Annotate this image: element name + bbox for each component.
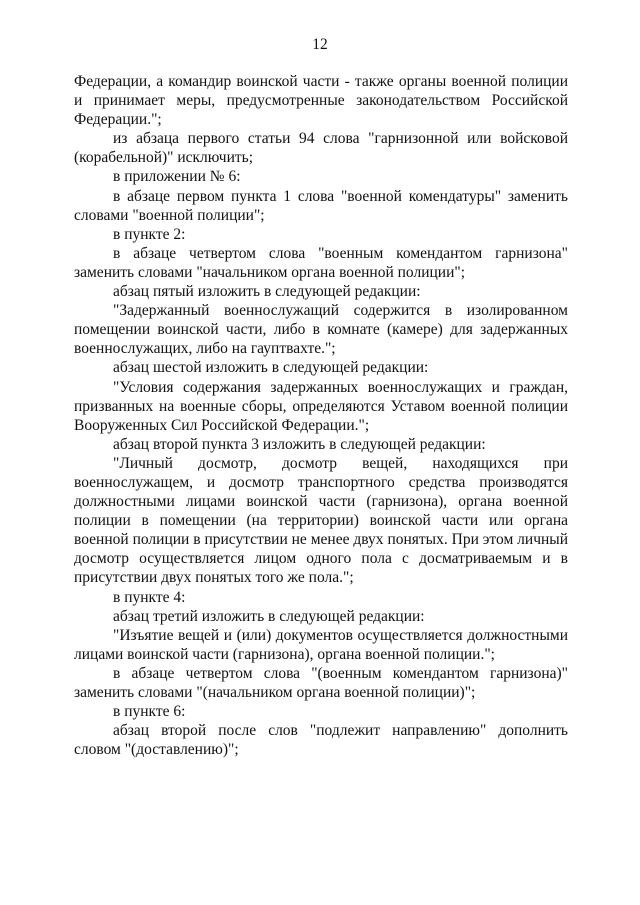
paragraph: абзац третий изложить в следующей редакции: — [113, 607, 425, 625]
paragraph: "Изъятие вещей и (или) документов осуществляется должностными лицами воинской части (гарнизона), органа военной полиции."; — [74, 626, 568, 663]
paragraph: абзац пятый изложить в следующей редакции: — [113, 283, 421, 301]
paragraph: в пункте 2: — [113, 225, 186, 243]
paragraph: в пункте 4: — [113, 588, 186, 606]
paragraph: в приложении № 6: — [113, 168, 241, 186]
paragraph: в абзаце первом пункта 1 слова "военной комендатуры" заменить словами "военной полиции"; — [74, 187, 568, 224]
paragraph: в абзаце четвертом слова "военным комендантом гарнизона" заменить словами "начальником органа военной полиции"; — [74, 244, 568, 281]
paragraph: в абзаце четвертом слова "(военным комендантом гарнизона)" заменить словами "(начальником органа военной полиции)"; — [74, 664, 568, 701]
paragraph: Федерации, а командир воинской части - также органы военной полиции и принимает меры, предусмотренные законодательством Российской Федерации."; — [74, 73, 568, 129]
paragraph: "Условия содержания задержанных военнослужащих и граждан, призванных на военные сборы, определяются Уставом военной полиции Вооруженных Сил Российской Федерации."; — [74, 378, 568, 434]
paragraph: в пункте 6: — [113, 703, 186, 721]
paragraph: абзац второй пункта 3 изложить в следующей редакции: — [113, 435, 486, 453]
paragraph: "Личный досмотр, досмотр вещей, находящихся при военнослужащем, и досмотр транспортного средства производятся должностными лицами воинской части (гарнизона), органа военной полиции в помещении (на территории) воинской части или органа военной полиции в присутствии не менее двух понятых. При этом личный досмотр осуществляется лицом одного пола с досматриваемым и в присутствии двух понятых того же пола."; — [74, 454, 568, 587]
paragraph: абзац шестой изложить в следующей редакции: — [113, 359, 429, 377]
page-number: 12 — [312, 36, 328, 53]
paragraph: из абзаца первого статьи 94 слова "гарнизонной или войсковой (корабельной)" исключить; — [74, 130, 568, 167]
paragraph: "Задержанный военнослужащий содержится в изолированном помещении воинской части, либо в комнате (камере) для задержанных военнослужащих, либо на гауптвахте."; — [74, 302, 568, 358]
paragraph: абзац второй после слов "подлежит направлению" дополнить словом "(доставлению)"; — [74, 722, 568, 759]
document-body — [74, 72, 568, 759]
